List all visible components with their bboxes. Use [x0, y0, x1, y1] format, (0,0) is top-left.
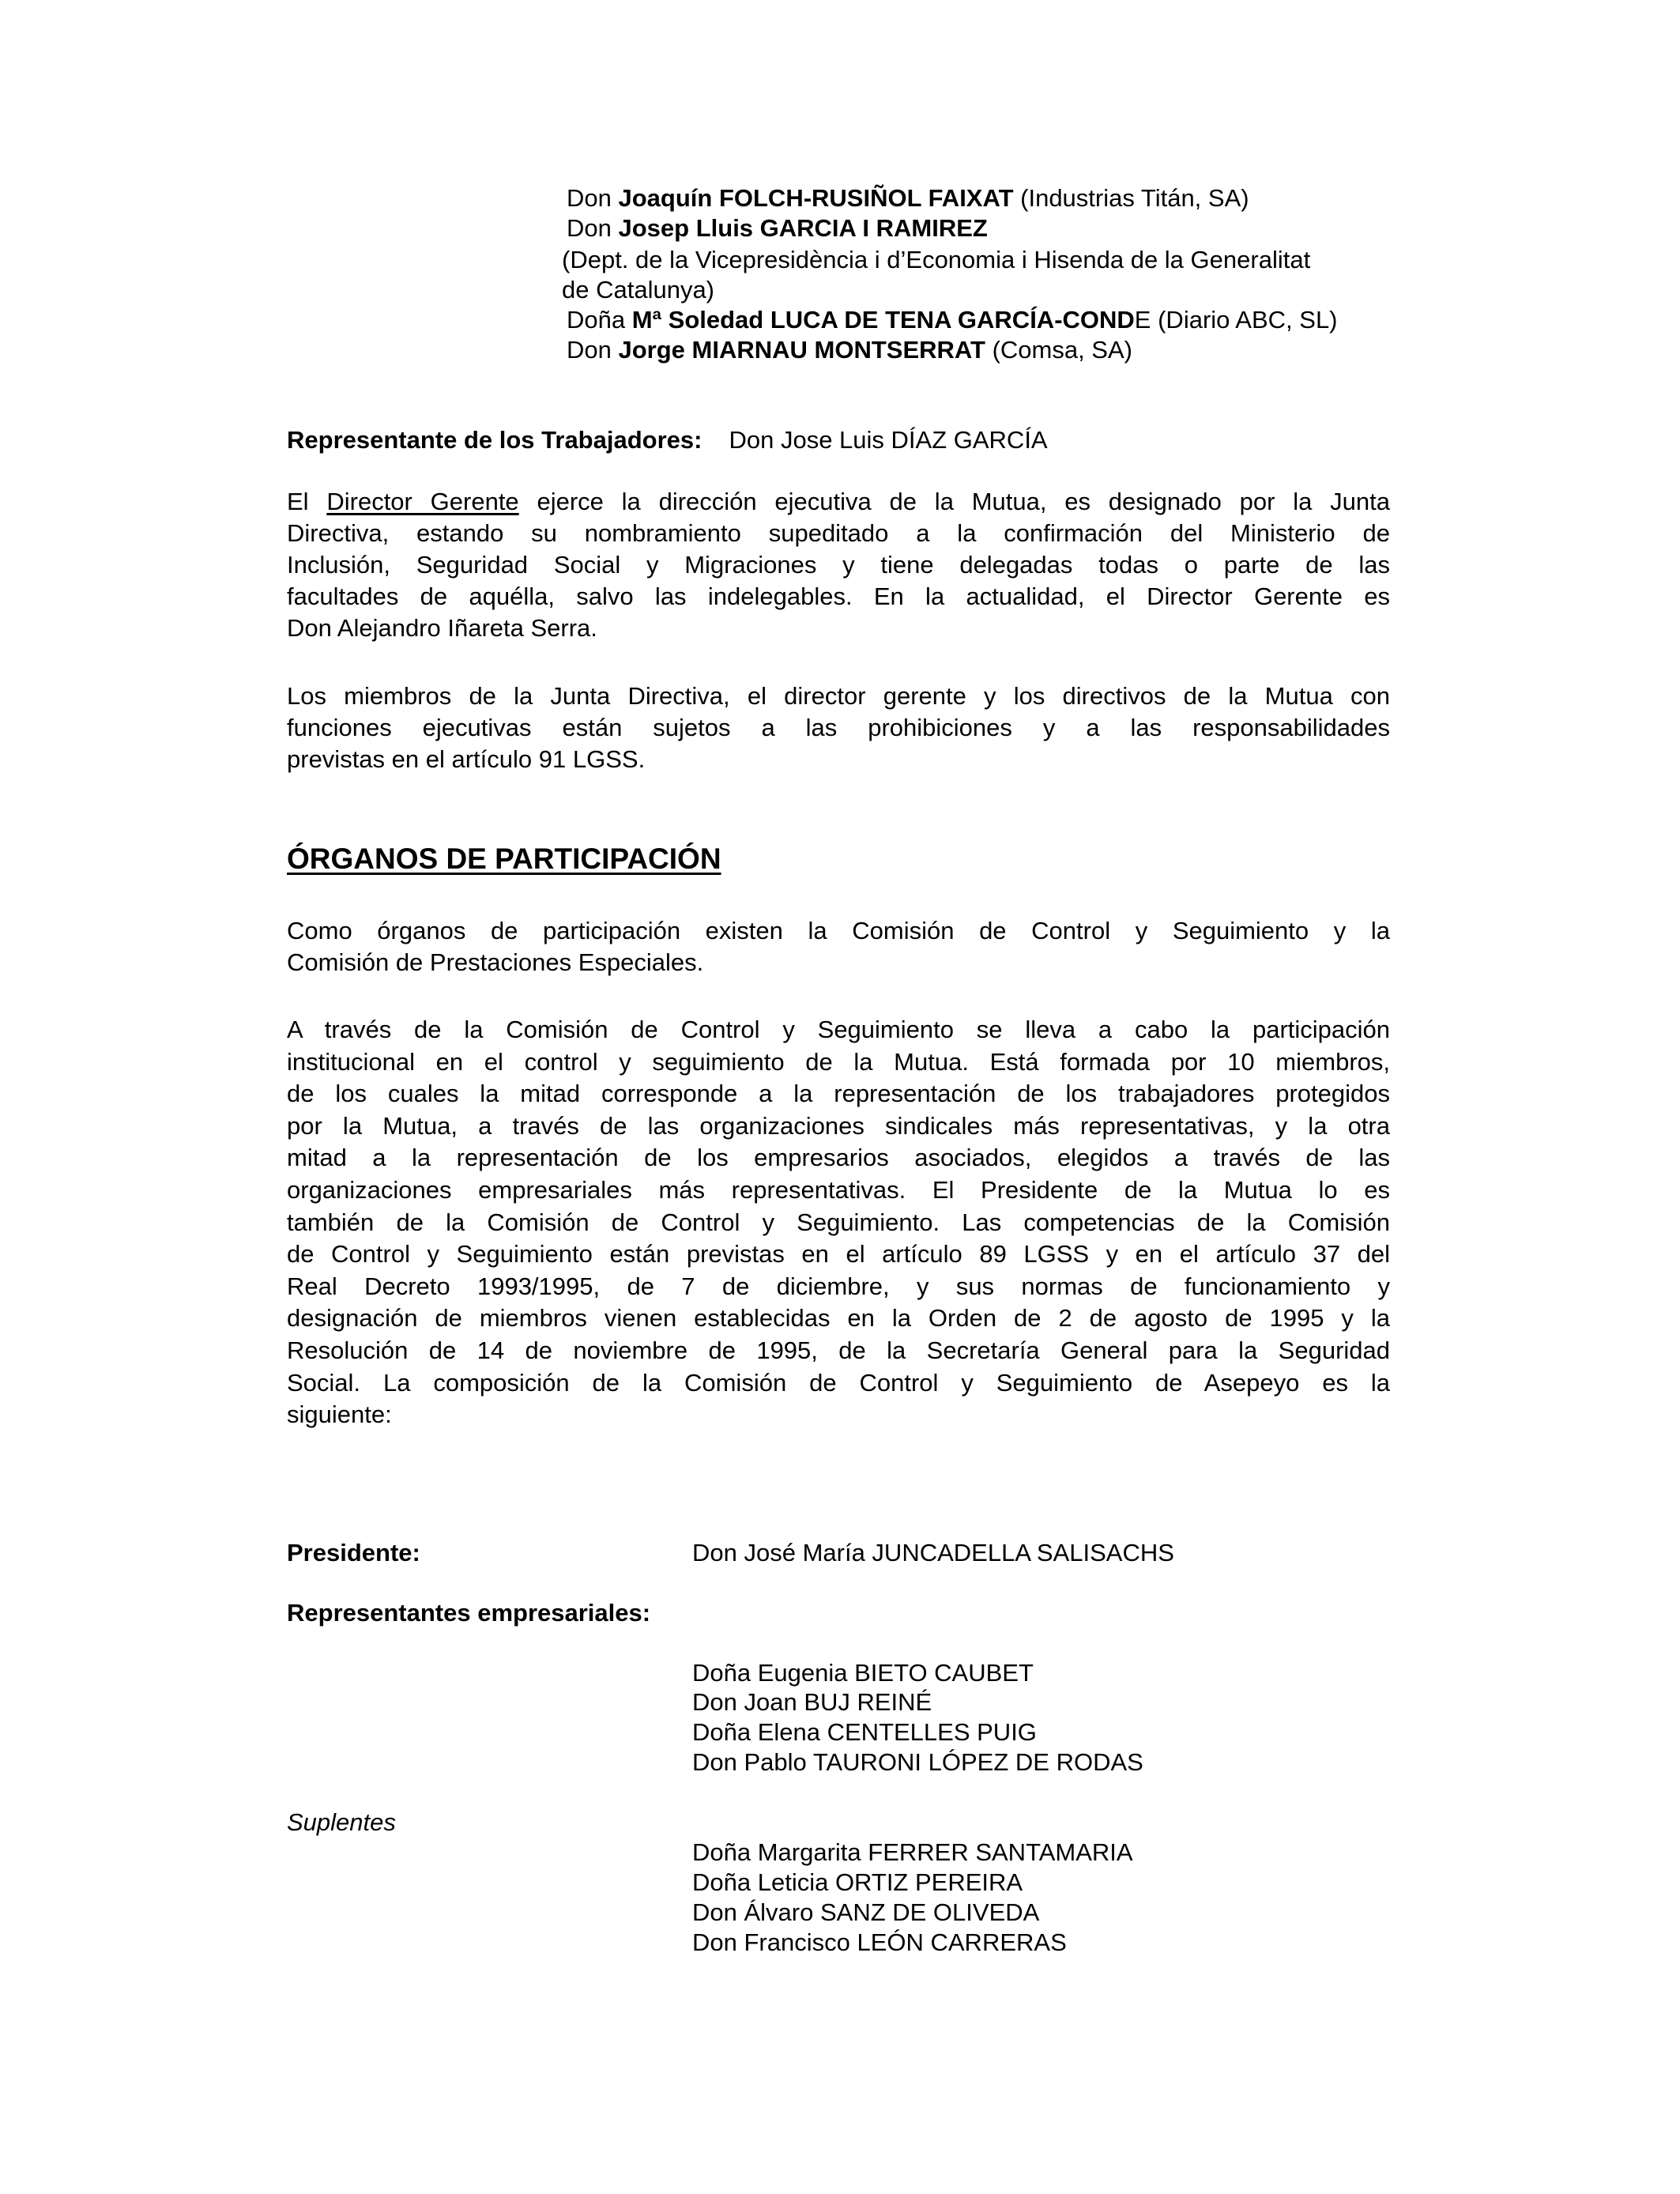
workers-rep-label: Representante de los Trabajadores: [287, 426, 703, 454]
presidente-label: Presidente: [287, 1539, 420, 1566]
comision-line: A través de la Comisión de Control y Seguimiento se lleva a cabo la participación [287, 1016, 1390, 1043]
director-line-2: Directiva, estando su nombramiento supeditado a la confirmación del Ministerio de [287, 519, 1390, 547]
empresarial-member: Don Joan BUJ REINÉ [692, 1688, 932, 1716]
organos-line-2: Comisión de Prestaciones Especiales. [287, 948, 704, 976]
members-line-2: funciones ejecutivas están sujetos a las prohibiciones y a las responsabilidades [287, 714, 1390, 741]
board-member-garcia-dept-1: (Dept. de la Vicepresidència i d’Economia i Hisenda de la Generalitat [562, 246, 1311, 273]
director-line-1: El Director Gerente ejerce la dirección ejecutiva de la Mutua, es designado por la Junta [287, 488, 1390, 515]
comision-line: organizaciones empresariales más representativas. El Presidente de la Mutua lo es [287, 1175, 1390, 1204]
comision-line: por la Mutua, a través de las organizaciones sindicales más representativas, y la otra [287, 1111, 1390, 1140]
comision-line: Real Decreto 1993/1995, de 7 de diciembre, y sus normas de funcionamiento y [287, 1272, 1390, 1300]
board-member-miarnau: Don Jorge MIARNAU MONTSERRAT (Comsa, SA) [567, 336, 1132, 364]
suplente-member: Don Francisco LEÓN CARRERAS [692, 1928, 1067, 1956]
empresarial-member: Doña Eugenia BIETO CAUBET [692, 1659, 1034, 1687]
members-line-3: previstas en el artículo 91 LGSS. [287, 745, 646, 773]
comision-line: institucional en el control y seguimiento de la Mutua. Está formada por 10 miembros, [287, 1047, 1390, 1076]
suplente-member: Doña Leticia ORTIZ PEREIRA [692, 1868, 1023, 1896]
director-paragraph [287, 486, 1390, 644]
director-line-3: Inclusión, Seguridad Social y Migraciones y tiene delegadas todas o parte de las [287, 551, 1390, 579]
director-gerente-link: Director Gerente [326, 488, 519, 515]
empresarial-member: Don Pablo TAURONI LÓPEZ DE RODAS [692, 1748, 1143, 1776]
comision-line: designación de miembros vienen establecidas en la Orden de 2 de agosto de 1995 y la [287, 1304, 1390, 1333]
board-member-luca: Doña Mª Soledad LUCA DE TENA GARCÍA-CONDE (Diario ABC, SL) [567, 306, 1338, 334]
comision-line: siguiente: [287, 1400, 392, 1429]
director-line-4: facultades de aquélla, salvo las indelegables. En la actualidad, el Director Gerente es [287, 582, 1390, 610]
board-member-garcia-dept-2: de Catalunya) [562, 276, 715, 303]
organos-line-1: Como órganos de participación existen la Comisión de Control y Seguimiento y la [287, 917, 1390, 944]
workers-rep-value: Don Jose Luis DÍAZ GARCÍA [729, 426, 1048, 454]
empresariales-label: Representantes empresariales: [287, 1599, 651, 1627]
suplente-member: Doña Margarita FERRER SANTAMARIA [692, 1838, 1133, 1866]
board-member-folch: Don Joaquín FOLCH-RUSIÑOL FAIXAT (Industrias Titán, SA) [567, 184, 1249, 212]
comision-line: también de la Comisión de Control y Seguimiento. Las competencias de la Comisión [287, 1208, 1390, 1236]
organos-paragraph [287, 915, 1390, 978]
comision-paragraph [287, 1014, 1390, 1431]
comision-line: de los cuales la mitad corresponde a la representación de los trabajadores protegidos [287, 1080, 1390, 1108]
workers-rep [287, 424, 1048, 456]
members-line-1: Los miembros de la Junta Directiva, el director gerente y los directivos de la Mutua con [287, 682, 1390, 710]
section-heading: ÓRGANOS DE PARTICIPACIÓN [287, 843, 721, 875]
presidente-value: Don José María JUNCADELLA SALISACHS [692, 1539, 1174, 1566]
comision-line: Resolución de 14 de noviembre de 1995, de la Secretaría General para la Seguridad [287, 1336, 1390, 1364]
suplente-member: Don Álvaro SANZ DE OLIVEDA [692, 1898, 1040, 1926]
director-line-5: Don Alejandro Iñareta Serra. [287, 614, 597, 642]
comision-line: mitad a la representación de los empresarios asociados, elegidos a través de las [287, 1144, 1390, 1172]
suplentes-label: Suplentes [287, 1808, 396, 1836]
comision-line: de Control y Seguimiento están previstas en el artículo 89 LGSS y en el artículo 37 del [287, 1240, 1390, 1269]
members-paragraph [287, 680, 1390, 775]
board-member-garcia: Don Josep Lluis GARCIA I RAMIREZ [567, 214, 988, 242]
empresarial-member: Doña Elena CENTELLES PUIG [692, 1718, 1037, 1746]
comision-line: Social. La composición de la Comisión de Control y Seguimiento de Asepeyo es la [287, 1368, 1390, 1397]
